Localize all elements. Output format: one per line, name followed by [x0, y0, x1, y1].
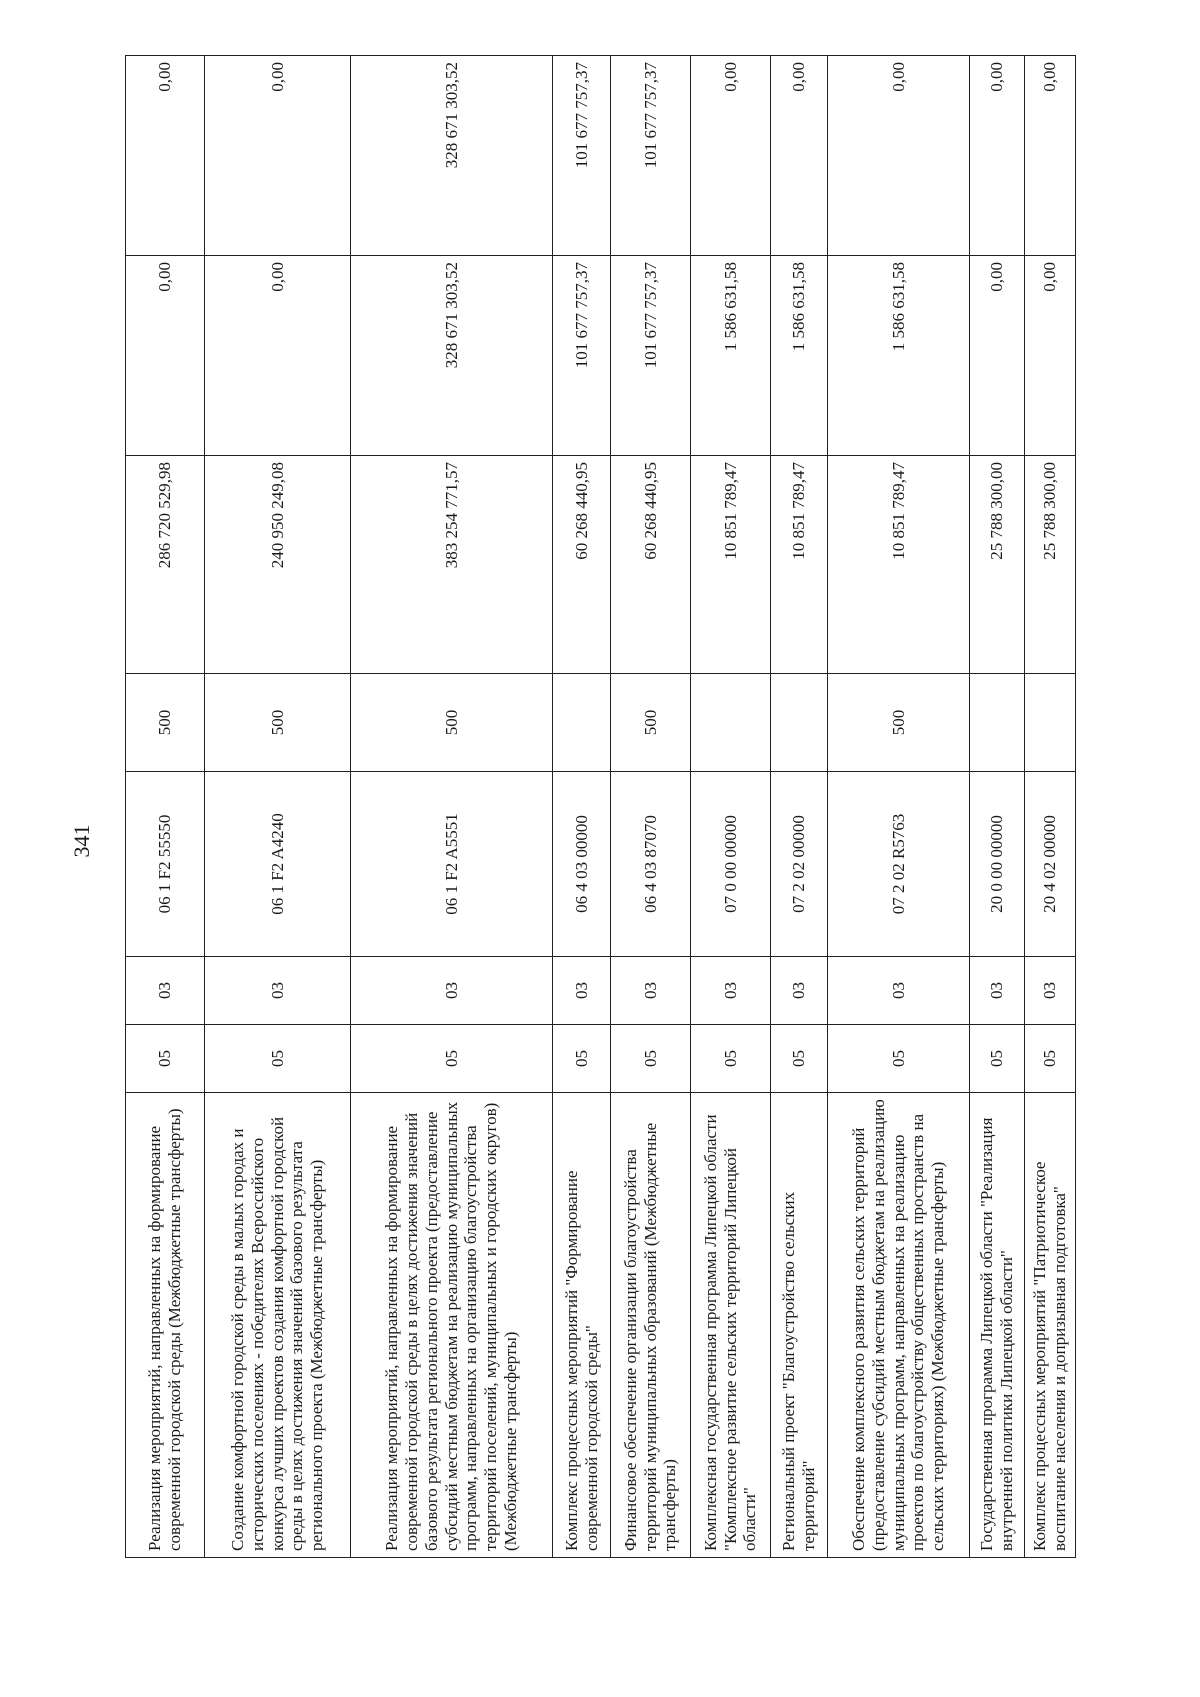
row-target-article: 06 1 F2 55550: [126, 772, 205, 957]
row-expense-type: [970, 674, 1025, 772]
row-subsection: 03: [126, 957, 205, 1025]
row-name: Государственная программа Липецкой области "Реализация внутренней политики Липецкой области": [970, 1093, 1025, 1558]
row-sum-year3: 0,00: [970, 56, 1025, 256]
row-sum-year3: 0,00: [126, 56, 205, 256]
row-sum-year2: 1 586 631,58: [771, 256, 828, 456]
table-row: [126, 56, 205, 1558]
table-row: [691, 56, 771, 1558]
row-expense-type: [1025, 674, 1076, 772]
row-section: 05: [771, 1025, 828, 1093]
row-sum-year1: 383 254 771,57: [351, 456, 553, 674]
row-target-article: 06 4 03 00000: [553, 772, 611, 957]
table-row: [553, 56, 611, 1558]
row-target-article: 07 2 02 00000: [771, 772, 828, 957]
table-row: [1025, 56, 1076, 1558]
row-sum-year3: 101 677 757,37: [553, 56, 611, 256]
row-target-article: 06 1 F2 A4240: [205, 772, 351, 957]
row-sum-year1: 10 851 789,47: [691, 456, 771, 674]
row-sum-year1: 25 788 300,00: [970, 456, 1025, 674]
table-row: [771, 56, 828, 1558]
row-section: 05: [828, 1025, 970, 1093]
row-sum-year3: 328 671 303,52: [351, 56, 553, 256]
row-sum-year2: 0,00: [1025, 256, 1076, 456]
row-name: Комплекс процессных мероприятий "Патриотическое воспитание населения и допризывная подготовка": [1025, 1093, 1076, 1558]
row-subsection: 03: [205, 957, 351, 1025]
row-expense-type: [691, 674, 771, 772]
row-expense-type: 500: [205, 674, 351, 772]
table-row: [351, 56, 553, 1558]
row-expense-type: [553, 674, 611, 772]
row-sum-year1: 60 268 440,95: [611, 456, 691, 674]
budget-table: [125, 55, 1076, 1558]
row-subsection: 03: [553, 957, 611, 1025]
row-expense-type: 500: [126, 674, 205, 772]
row-target-article: 06 1 F2 A5551: [351, 772, 553, 957]
row-subsection: 03: [771, 957, 828, 1025]
row-target-article: 07 2 02 R5763: [828, 772, 970, 957]
row-sum-year2: 1 586 631,58: [828, 256, 970, 456]
row-subsection: 03: [351, 957, 553, 1025]
row-sum-year1: 60 268 440,95: [553, 456, 611, 674]
row-name: Реализация мероприятий, направленных на формирование современной городской среды (Межбюджетные трансферты): [126, 1093, 205, 1558]
row-subsection: 03: [970, 957, 1025, 1025]
table-row: [828, 56, 970, 1558]
row-name: Создание комфортной городской среды в малых городах и исторических поселениях - победителях Всероссийского конкурса лучших проектов создания комфортной городской среды в целях достижения значений базового результата регионального проекта (Межбюджетные трансферты): [205, 1093, 351, 1558]
row-sum-year2: 101 677 757,37: [611, 256, 691, 456]
row-expense-type: 500: [351, 674, 553, 772]
row-sum-year3: 0,00: [771, 56, 828, 256]
row-section: 05: [351, 1025, 553, 1093]
row-sum-year1: 10 851 789,47: [828, 456, 970, 674]
row-subsection: 03: [828, 957, 970, 1025]
row-name: Реализация мероприятий, направленных на формирование современной городской среды в целях достижения значений базового результата регионального проекта (предоставление субсидий местным бюджетам на реализацию муниципальных программ, направленных на организацию благоустройства территорий поселений, муниципальных и городских округов) (Межбюджетные трансферты): [351, 1093, 553, 1558]
row-sum-year1: 25 788 300,00: [1025, 456, 1076, 674]
row-expense-type: 500: [828, 674, 970, 772]
row-name: Финансовое обеспечение организации благоустройства территорий муниципальных образований (Межбюджетные трансферты): [611, 1093, 691, 1558]
row-sum-year2: 328 671 303,52: [351, 256, 553, 456]
row-expense-type: 500: [611, 674, 691, 772]
row-target-article: 06 4 03 87070: [611, 772, 691, 957]
row-subsection: 03: [691, 957, 771, 1025]
row-name: Комплексная государственная программа Липецкой области "Комплексное развитие сельских территорий Липецкой области": [691, 1093, 771, 1558]
row-target-article: 07 0 00 00000: [691, 772, 771, 957]
row-sum-year2: 101 677 757,37: [553, 256, 611, 456]
row-sum-year2: 0,00: [126, 256, 205, 456]
row-expense-type: [771, 674, 828, 772]
row-name: Комплекс процессных мероприятий "Формирование современной городской среды": [553, 1093, 611, 1558]
row-section: 05: [1025, 1025, 1076, 1093]
row-name: Региональный проект "Благоустройство сельских территорий": [771, 1093, 828, 1558]
row-sum-year3: 0,00: [828, 56, 970, 256]
budget-table-sheet: [125, 56, 1075, 1558]
row-section: 05: [970, 1025, 1025, 1093]
table-row: [970, 56, 1025, 1558]
row-sum-year2: 0,00: [970, 256, 1025, 456]
row-sum-year1: 286 720 529,98: [126, 456, 205, 674]
row-section: 05: [553, 1025, 611, 1093]
row-sum-year3: 101 677 757,37: [611, 56, 691, 256]
row-sum-year3: 0,00: [691, 56, 771, 256]
row-target-article: 20 0 00 00000: [970, 772, 1025, 957]
row-sum-year3: 0,00: [1025, 56, 1076, 256]
table-row: [611, 56, 691, 1558]
row-sum-year1: 240 950 249,08: [205, 456, 351, 674]
row-target-article: 20 4 02 00000: [1025, 772, 1076, 957]
row-section: 05: [691, 1025, 771, 1093]
row-sum-year3: 0,00: [205, 56, 351, 256]
row-subsection: 03: [1025, 957, 1076, 1025]
row-subsection: 03: [611, 957, 691, 1025]
page-number: 341: [69, 824, 94, 858]
row-sum-year2: 1 586 631,58: [691, 256, 771, 456]
row-section: 05: [611, 1025, 691, 1093]
row-section: 05: [126, 1025, 205, 1093]
row-sum-year2: 0,00: [205, 256, 351, 456]
row-section: 05: [205, 1025, 351, 1093]
row-sum-year1: 10 851 789,47: [771, 456, 828, 674]
row-name: Обеспечение комплексного развития сельских территорий (предоставление субсидий местным бюджетам на реализацию муниципальных программ, направленных на реализацию проектов по благоустройству общественных пространств на сельских территориях) (Межбюджетные трансферты): [828, 1093, 970, 1558]
table-row: [205, 56, 351, 1558]
